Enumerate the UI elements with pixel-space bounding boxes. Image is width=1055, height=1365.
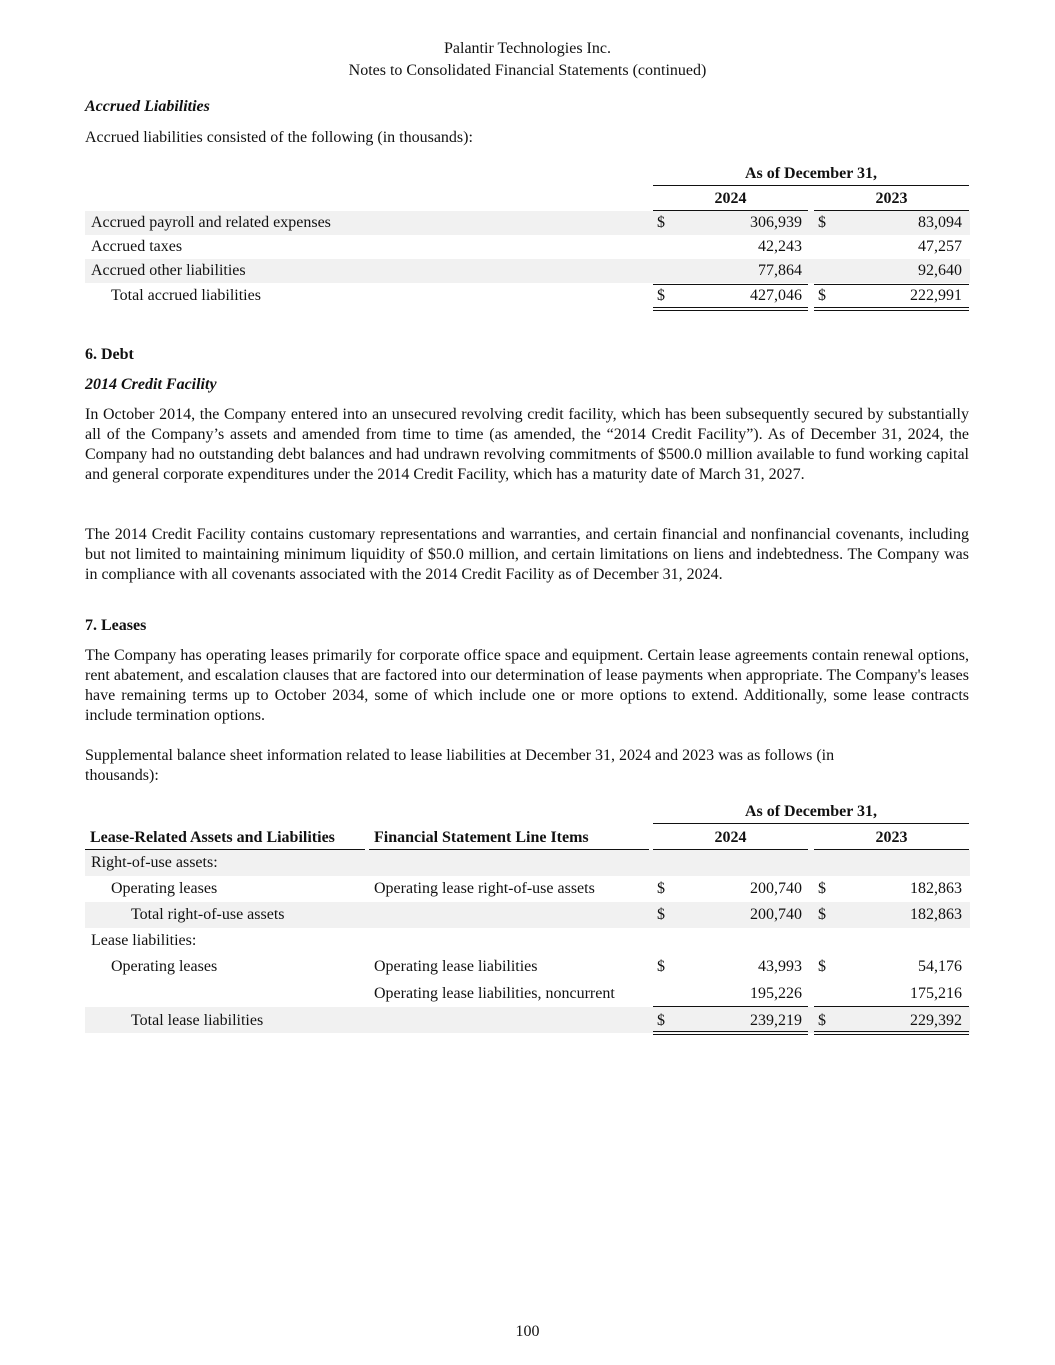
value-2023: 222,991 (910, 287, 962, 304)
table-row (85, 980, 970, 1006)
table-row (85, 850, 970, 876)
debt-heading: 6. Debt (85, 346, 134, 363)
table-row (85, 211, 970, 235)
col-header-line-items: Financial Statement Line Items (374, 829, 589, 846)
currency-symbol: $ (657, 906, 665, 923)
total-double-rule (814, 1031, 969, 1035)
value-2024: 43,993 (758, 958, 802, 975)
line-item: Operating lease right-of-use assets (374, 880, 595, 897)
currency-symbol: $ (818, 214, 826, 231)
value-2024: 306,939 (750, 214, 802, 231)
row-label: Accrued payroll and related expenses (91, 214, 331, 231)
company-name: Palantir Technologies Inc. (444, 40, 611, 57)
col-header-assets-liabilities: Lease-Related Assets and Liabilities (90, 829, 335, 846)
currency-symbol: $ (657, 214, 665, 231)
value-2023: 175,216 (910, 985, 962, 1002)
table-row (85, 902, 970, 928)
leases-as-of-header: As of December 31, (744, 803, 878, 820)
currency-symbol: $ (657, 880, 665, 897)
table-row-total (85, 1007, 970, 1033)
row-label: Operating leases (111, 958, 218, 975)
currency-symbol: $ (657, 287, 665, 304)
value-2023: 83,094 (918, 214, 962, 231)
value-2023: 182,863 (910, 880, 962, 897)
leases-header-rule (653, 823, 969, 824)
total-double-rule (653, 307, 808, 311)
accrued-heading: Accrued Liabilities (85, 98, 210, 115)
value-2023: 92,640 (918, 262, 962, 279)
accrued-intro: Accrued liabilities consisted of the following (in thousands): (85, 129, 473, 146)
accrued-year-2023: 2023 (875, 190, 908, 207)
currency-symbol: $ (818, 1012, 826, 1029)
row-label: Accrued taxes (91, 238, 183, 255)
debt-paragraph-1: In October 2014, the Company entered into an unsecured revolving credit facility, which has been subsequently secured by substantially all of the Company’s assets and amended from time to time (as amended, the “2014 Credit Facility”). As of December 31, 2024, the Company had no outstanding debt balances and had undrawn revolving commitments of $500.0 million available to fund working capital and general corporate expenditures under the 2014 Credit Facility, which has a maturity date of March 31, 2027. (85, 406, 969, 483)
value-2023: 229,392 (910, 1012, 962, 1029)
currency-symbol: $ (657, 958, 665, 975)
table-row (85, 259, 970, 283)
currency-symbol: $ (818, 958, 826, 975)
value-2024: 200,740 (750, 880, 802, 897)
currency-symbol: $ (818, 287, 826, 304)
table-row (85, 876, 970, 902)
debt-paragraph-2: The 2014 Credit Facility contains customary representations and warranties, and certain financial and nonfinancial covenants, including but not limited to maintaining minimum liquidity of $50.0 million, and certain limitations on liens and indebtedness. The Company was in compliance with all covenants associated with the 2014 Credit Facility as of December 31, 2024. (85, 526, 969, 583)
table-row-total (85, 284, 970, 308)
value-2024: 42,243 (758, 238, 802, 255)
accrued-as-of-header: As of December 31, (744, 165, 878, 182)
row-label: Total accrued liabilities (111, 287, 261, 304)
table-row (85, 235, 970, 259)
value-2024: 195,226 (750, 985, 802, 1002)
leases-year-2024: 2024 (714, 829, 747, 846)
currency-symbol: $ (657, 1012, 665, 1029)
accrued-header-rule (653, 185, 969, 186)
row-label: Lease liabilities: (91, 932, 197, 949)
value-2023: 47,257 (918, 238, 962, 255)
table-row (85, 928, 970, 954)
leases-heading: 7. Leases (85, 617, 147, 634)
accrued-year-2024: 2024 (714, 190, 747, 207)
value-2023: 182,863 (910, 906, 962, 923)
total-double-rule (814, 307, 969, 311)
value-2024: 427,046 (750, 287, 802, 304)
value-2023: 54,176 (918, 958, 962, 975)
total-double-rule (653, 1031, 808, 1035)
value-2024: 77,864 (758, 262, 802, 279)
credit-facility-heading: 2014 Credit Facility (85, 376, 217, 393)
page-subtitle: Notes to Consolidated Financial Statements (continued) (348, 62, 707, 79)
row-label: Operating leases (111, 880, 218, 897)
leases-paragraph-2: Supplemental balance sheet information related to lease liabilities at December 31, 2024 and 2023 was as follows (in thousands): (85, 747, 835, 784)
currency-symbol: $ (818, 906, 826, 923)
row-label: Total right-of-use assets (131, 906, 285, 923)
currency-symbol: $ (818, 880, 826, 897)
leases-year-2023: 2023 (875, 829, 908, 846)
row-label: Right-of-use assets: (91, 854, 218, 871)
leases-paragraph-1: The Company has operating leases primarily for corporate office space and equipment. Certain lease agreements contain renewal options, rent abatement, and escalation clauses that are factored into our determination of lease payments when appropriate. The Company's leases have remaining terms up to October 2034, some of which include one or more options to extend. Additionally, some lease contracts include termination options. (85, 647, 969, 724)
row-label: Total lease liabilities (131, 1012, 264, 1029)
row-label: Accrued other liabilities (91, 262, 246, 279)
value-2024: 239,219 (750, 1012, 802, 1029)
line-item: Operating lease liabilities (374, 958, 538, 975)
line-item: Operating lease liabilities, noncurrent (374, 985, 615, 1002)
page-number: 100 (515, 1323, 540, 1340)
table-row (85, 954, 970, 980)
value-2024: 200,740 (750, 906, 802, 923)
